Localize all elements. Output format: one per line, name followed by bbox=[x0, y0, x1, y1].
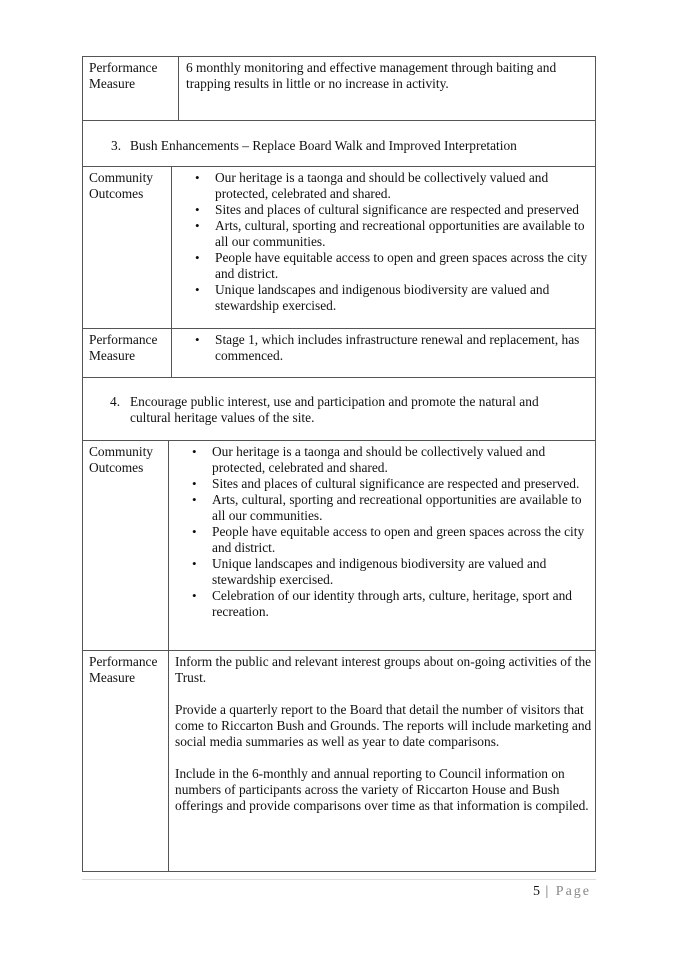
performance-measure-label: Performance Measure bbox=[89, 654, 158, 685]
section-3-heading-row bbox=[82, 120, 596, 167]
section-4-community-outcomes-row bbox=[82, 440, 596, 651]
section-3-community-list bbox=[190, 170, 595, 314]
section-3-performance-measure-row bbox=[82, 328, 596, 378]
list-item: • Arts, cultural, sporting and recreational opportunities are available to all our communities. bbox=[190, 218, 595, 250]
list-item: • Our heritage is a taonga and should be collectively valued and protected, celebrated and shared. bbox=[190, 170, 595, 202]
section-4-heading: Encourage public interest, use and participation and promote the natural and cultural heritage values of the site. bbox=[130, 394, 539, 425]
page-word: Page bbox=[555, 884, 591, 899]
list-item: • Sites and places of cultural significance are respected and preserved bbox=[190, 202, 595, 218]
section-3-performance-list bbox=[190, 332, 585, 364]
section-4-number: 4. bbox=[110, 394, 121, 409]
performance-measure-label: Performance Measure bbox=[89, 60, 158, 91]
footer-separator: | bbox=[545, 884, 551, 899]
section-4-performance-measure-row bbox=[82, 650, 596, 872]
community-outcomes-label: Community Outcomes bbox=[89, 170, 153, 201]
section-4-performance-text bbox=[175, 654, 592, 814]
section-3-number: 3. bbox=[111, 138, 122, 153]
performance-measure-text: 6 monthly monitoring and effective management through baiting and trapping results in little or no increase in activity. bbox=[186, 60, 557, 91]
column-divider bbox=[168, 441, 169, 650]
performance-measure-row-1 bbox=[82, 56, 596, 121]
list-item: • Our heritage is a taonga and should be collectively valued and protected, celebrated and shared. bbox=[187, 444, 595, 476]
list-item: • People have equitable access to open and green spaces across the city and district. bbox=[190, 250, 595, 282]
list-item: • Unique landscapes and indigenous biodiversity are valued and stewardship exercised. bbox=[187, 556, 595, 588]
performance-paragraph: Inform the public and relevant interest groups about on-going activities of the Trust. bbox=[175, 654, 592, 685]
list-item: • Unique landscapes and indigenous biodiversity are valued and stewardship exercised. bbox=[190, 282, 595, 314]
list-item: • Arts, cultural, sporting and recreational opportunities are available to all our communities. bbox=[187, 492, 595, 524]
page-number: 5 bbox=[532, 884, 540, 899]
column-divider bbox=[171, 329, 172, 377]
list-item: • People have equitable access to open and green spaces across the city and district. bbox=[187, 524, 595, 556]
column-divider bbox=[171, 167, 172, 328]
community-outcomes-label: Community Outcomes bbox=[89, 444, 153, 475]
column-divider bbox=[178, 57, 179, 120]
performance-paragraph: Provide a quarterly report to the Board that detail the number of visitors that come to Riccarton Bush and Grounds. The reports will include marketing and social media summaries as well as year to date comparisons. bbox=[175, 702, 592, 749]
performance-paragraph: Include in the 6-monthly and annual reporting to Council information on numbers of participants across the variety of Riccarton House and Bush offerings and provide comparisons over time as that information is compiled. bbox=[175, 766, 589, 813]
section-4-community-list bbox=[187, 444, 595, 620]
section-3-heading: Bush Enhancements – Replace Board Walk and Improved Interpretation bbox=[130, 138, 517, 153]
list-item: • Celebration of our identity through arts, culture, heritage, sport and recreation. bbox=[187, 588, 595, 620]
list-item: • Stage 1, which includes infrastructure renewal and replacement, has commenced. bbox=[190, 332, 585, 364]
column-divider bbox=[168, 651, 169, 871]
section-4-heading-row bbox=[82, 377, 596, 441]
footer-divider bbox=[82, 879, 596, 880]
section-3-community-outcomes-row bbox=[82, 166, 596, 329]
list-item: • Sites and places of cultural significance are respected and preserved. bbox=[187, 476, 595, 492]
page-footer bbox=[533, 884, 591, 900]
performance-measure-label: Performance Measure bbox=[89, 332, 158, 363]
